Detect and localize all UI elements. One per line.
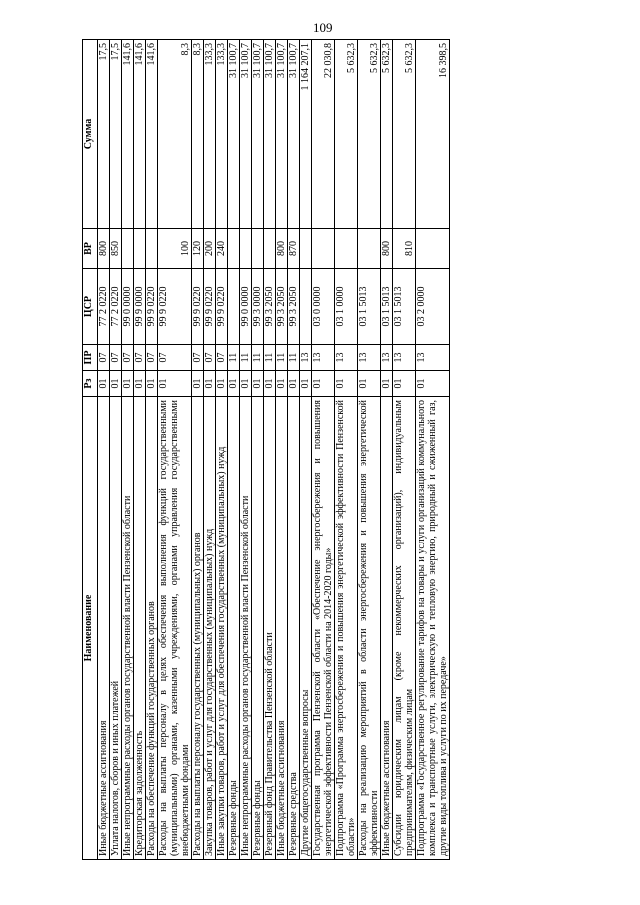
csr-cell: [228, 269, 240, 345]
sum-cell: 31 100,7: [240, 40, 252, 229]
rz-cell: 01: [416, 371, 450, 397]
table-row: [110, 40, 122, 860]
header-vr: ВР: [83, 229, 98, 269]
rz-cell: 01: [358, 371, 381, 397]
csr-cell: 99 0 0000: [122, 269, 134, 345]
table-row: [288, 40, 300, 860]
table-row: [264, 40, 276, 860]
row-name: Расходы на выплаты персоналу государственных (муниципальных) органов: [192, 397, 204, 860]
rz-cell: 01: [134, 371, 146, 397]
table-row: [312, 40, 335, 860]
pr-cell: 13: [358, 345, 381, 371]
csr-cell: 99 9 0220: [216, 269, 228, 345]
budget-table: [82, 39, 450, 860]
sum-cell: 5 632,3: [393, 40, 416, 229]
csr-cell: 99 9 0220: [204, 269, 216, 345]
vr-cell: 100: [158, 229, 192, 269]
table-row: [335, 40, 358, 860]
rz-cell: 01: [252, 371, 264, 397]
sum-cell: 17,5: [98, 40, 110, 229]
sum-cell: 31 100,7: [276, 40, 288, 229]
row-name: Иные закупки товаров, работ и услуг для обеспечения государственных (муниципальных) нужд: [216, 397, 228, 860]
pr-cell: 11: [264, 345, 276, 371]
csr-cell: 99 9 0220: [192, 269, 204, 345]
rz-cell: 01: [192, 371, 204, 397]
row-name: Закупка товаров, работ и услуг для государственных (муниципальных) нужд: [204, 397, 216, 860]
table-row: [98, 40, 110, 860]
csr-cell: 99 3 2050: [288, 269, 300, 345]
row-name: Иные бюджетные ассигнования: [381, 397, 393, 860]
table-row: [252, 40, 264, 860]
sum-cell: 16 398,5: [416, 40, 450, 229]
sum-cell: 133,3: [204, 40, 216, 229]
sum-cell: 8,3: [158, 40, 192, 229]
pr-cell: 13: [335, 345, 358, 371]
csr-cell: 03 1 5013: [381, 269, 393, 345]
header-name: Наименование: [83, 397, 98, 860]
vr-cell: 200: [204, 229, 216, 269]
csr-cell: 03 1 5013: [358, 269, 381, 345]
vr-cell: [122, 229, 134, 269]
pr-cell: 07: [158, 345, 192, 371]
sum-cell: 8,3: [192, 40, 204, 229]
sum-cell: 133,3: [216, 40, 228, 229]
csr-cell: 03 2 0000: [416, 269, 450, 345]
table-body: [98, 40, 450, 860]
table-header-row: [83, 40, 98, 860]
row-name: Подпрограмма «Программа энергосбережения и повышения энергетической эффективности Пензенской области»: [335, 397, 358, 860]
table-row: [416, 40, 450, 860]
sum-cell: 31 100,7: [288, 40, 300, 229]
row-name: Другие общегосударственные вопросы: [300, 397, 312, 860]
pr-cell: 07: [146, 345, 158, 371]
row-name: Расходы на обеспечение функций государственных органов: [146, 397, 158, 860]
vr-cell: [134, 229, 146, 269]
sum-cell: 141,6: [134, 40, 146, 229]
vr-cell: [146, 229, 158, 269]
pr-cell: 07: [134, 345, 146, 371]
pr-cell: 13: [300, 345, 312, 371]
vr-cell: [264, 229, 276, 269]
row-name: Иные бюджетные ассигнования: [276, 397, 288, 860]
header-pr: ПР: [83, 345, 98, 371]
page-number: 109: [313, 20, 333, 35]
pr-cell: 11: [276, 345, 288, 371]
pr-cell: 07: [98, 345, 110, 371]
pr-cell: 13: [312, 345, 335, 371]
table-row: [192, 40, 204, 860]
vr-cell: 850: [110, 229, 122, 269]
rz-cell: 01: [240, 371, 252, 397]
csr-cell: 99 9 0000: [134, 269, 146, 345]
table-row: [276, 40, 288, 860]
table-row: [393, 40, 416, 860]
header-csr: ЦСР: [83, 269, 98, 345]
csr-cell: 03 0 0000: [312, 269, 335, 345]
rz-cell: 01: [216, 371, 228, 397]
row-name: Государственная программа Пензенской области «Обеспечение энергосбережения и повышения энергетической эффективности Пензенской области на 2014-2020 годы»: [312, 397, 335, 860]
rz-cell: 01: [146, 371, 158, 397]
vr-cell: [228, 229, 240, 269]
row-name: Кредиторская задолженность: [134, 397, 146, 860]
table-row: [158, 40, 192, 860]
csr-cell: 03 1 5013: [393, 269, 416, 345]
pr-cell: 07: [110, 345, 122, 371]
rz-cell: 01: [393, 371, 416, 397]
rz-cell: 01: [122, 371, 134, 397]
vr-cell: [300, 229, 312, 269]
table-row: [146, 40, 158, 860]
csr-cell: 99 3 2050: [276, 269, 288, 345]
row-name: Субсидии юридическим лицам (кроме некоммерческих организаций), индивидуальным предпринимателям, физическим лицам: [393, 397, 416, 860]
header-sum: Сумма: [83, 40, 98, 229]
pr-cell: 07: [204, 345, 216, 371]
row-name: Расходы на реализацию мероприятий в области энергосбережения и повышения энергетической эффективности: [358, 397, 381, 860]
vr-cell: [335, 229, 358, 269]
rz-cell: 01: [381, 371, 393, 397]
sum-cell: 141,6: [122, 40, 134, 229]
pr-cell: 07: [122, 345, 134, 371]
row-name: Уплата налогов, сборов и иных платежей: [110, 397, 122, 860]
table-row: [240, 40, 252, 860]
vr-cell: 810: [393, 229, 416, 269]
row-name: Расходы на выплаты персоналу в целях обеспечения выполнения функций государственными (муниципальными) органами, казенными учреждениями, органами управления государственными внебюджетными фондами: [158, 397, 192, 860]
rz-cell: 01: [158, 371, 192, 397]
row-name: Иные непрограммные расходы органов государственной власти Пензенской области: [240, 397, 252, 860]
csr-cell: 99 3 2050: [264, 269, 276, 345]
rz-cell: 01: [204, 371, 216, 397]
csr-cell: 99 9 0220: [146, 269, 158, 345]
sum-cell: 22 030,8: [312, 40, 335, 229]
pr-cell: 07: [216, 345, 228, 371]
table-row: [228, 40, 240, 860]
sum-cell: 5 632,3: [381, 40, 393, 229]
vr-cell: 870: [288, 229, 300, 269]
vr-cell: [312, 229, 335, 269]
pr-cell: 11: [252, 345, 264, 371]
csr-cell: 99 9 0220: [158, 269, 192, 345]
rz-cell: 01: [276, 371, 288, 397]
table-row: [358, 40, 381, 860]
pr-cell: 13: [393, 345, 416, 371]
sum-cell: 141,6: [146, 40, 158, 229]
sum-cell: 31 100,7: [228, 40, 240, 229]
csr-cell: 77 2 0220: [110, 269, 122, 345]
row-name: Иные бюджетные ассигнования: [98, 397, 110, 860]
sum-cell: 31 100,7: [252, 40, 264, 229]
rz-cell: 01: [288, 371, 300, 397]
pr-cell: 11: [288, 345, 300, 371]
rz-cell: 01: [264, 371, 276, 397]
vr-cell: 800: [98, 229, 110, 269]
table-row: [381, 40, 393, 860]
row-name: Иные непрограммные расходы органов государственной власти Пензенской области: [122, 397, 134, 860]
table-row: [204, 40, 216, 860]
pr-cell: 11: [240, 345, 252, 371]
sum-cell: 31 100,7: [264, 40, 276, 229]
csr-cell: 03 1 0000: [335, 269, 358, 345]
rotated-page: [82, 40, 562, 860]
vr-cell: 800: [276, 229, 288, 269]
rz-cell: 01: [110, 371, 122, 397]
vr-cell: [240, 229, 252, 269]
rz-cell: 01: [300, 371, 312, 397]
table-row: [300, 40, 312, 860]
vr-cell: 240: [216, 229, 228, 269]
vr-cell: [252, 229, 264, 269]
sum-cell: 1 164 207,1: [300, 40, 312, 229]
row-name: Резервные фонды: [252, 397, 264, 860]
table-row: [122, 40, 134, 860]
sum-cell: 5 632,3: [358, 40, 381, 229]
vr-cell: [358, 229, 381, 269]
pr-cell: 13: [416, 345, 450, 371]
csr-cell: 99 3 0000: [252, 269, 264, 345]
table-row: [216, 40, 228, 860]
pr-cell: 11: [228, 345, 240, 371]
vr-cell: [416, 229, 450, 269]
row-name: Резервный фонд Правительства Пензенской области: [264, 397, 276, 860]
sum-cell: 5 632,3: [335, 40, 358, 229]
csr-cell: 99 0 0000: [240, 269, 252, 345]
row-name: Подпрограмма «Государственное регулирование тарифов на товары и услуги организаций коммунального комплекса и транспортные услуги, электрическую и тепловую энергию, природный и сжиженный газ, другие виды топлива и услуги по их передаче»: [416, 397, 450, 860]
rz-cell: 01: [335, 371, 358, 397]
rz-cell: 01: [98, 371, 110, 397]
csr-cell: 77 2 0220: [98, 269, 110, 345]
vr-cell: 800: [381, 229, 393, 269]
sum-cell: 17,5: [110, 40, 122, 229]
rz-cell: 01: [228, 371, 240, 397]
header-rz: Рз: [83, 371, 98, 397]
pr-cell: 13: [381, 345, 393, 371]
vr-cell: 120: [192, 229, 204, 269]
row-name: Резервные фонды: [228, 397, 240, 860]
table-row: [134, 40, 146, 860]
csr-cell: [300, 269, 312, 345]
pr-cell: 07: [192, 345, 204, 371]
row-name: Резервные средства: [288, 397, 300, 860]
rz-cell: 01: [312, 371, 335, 397]
